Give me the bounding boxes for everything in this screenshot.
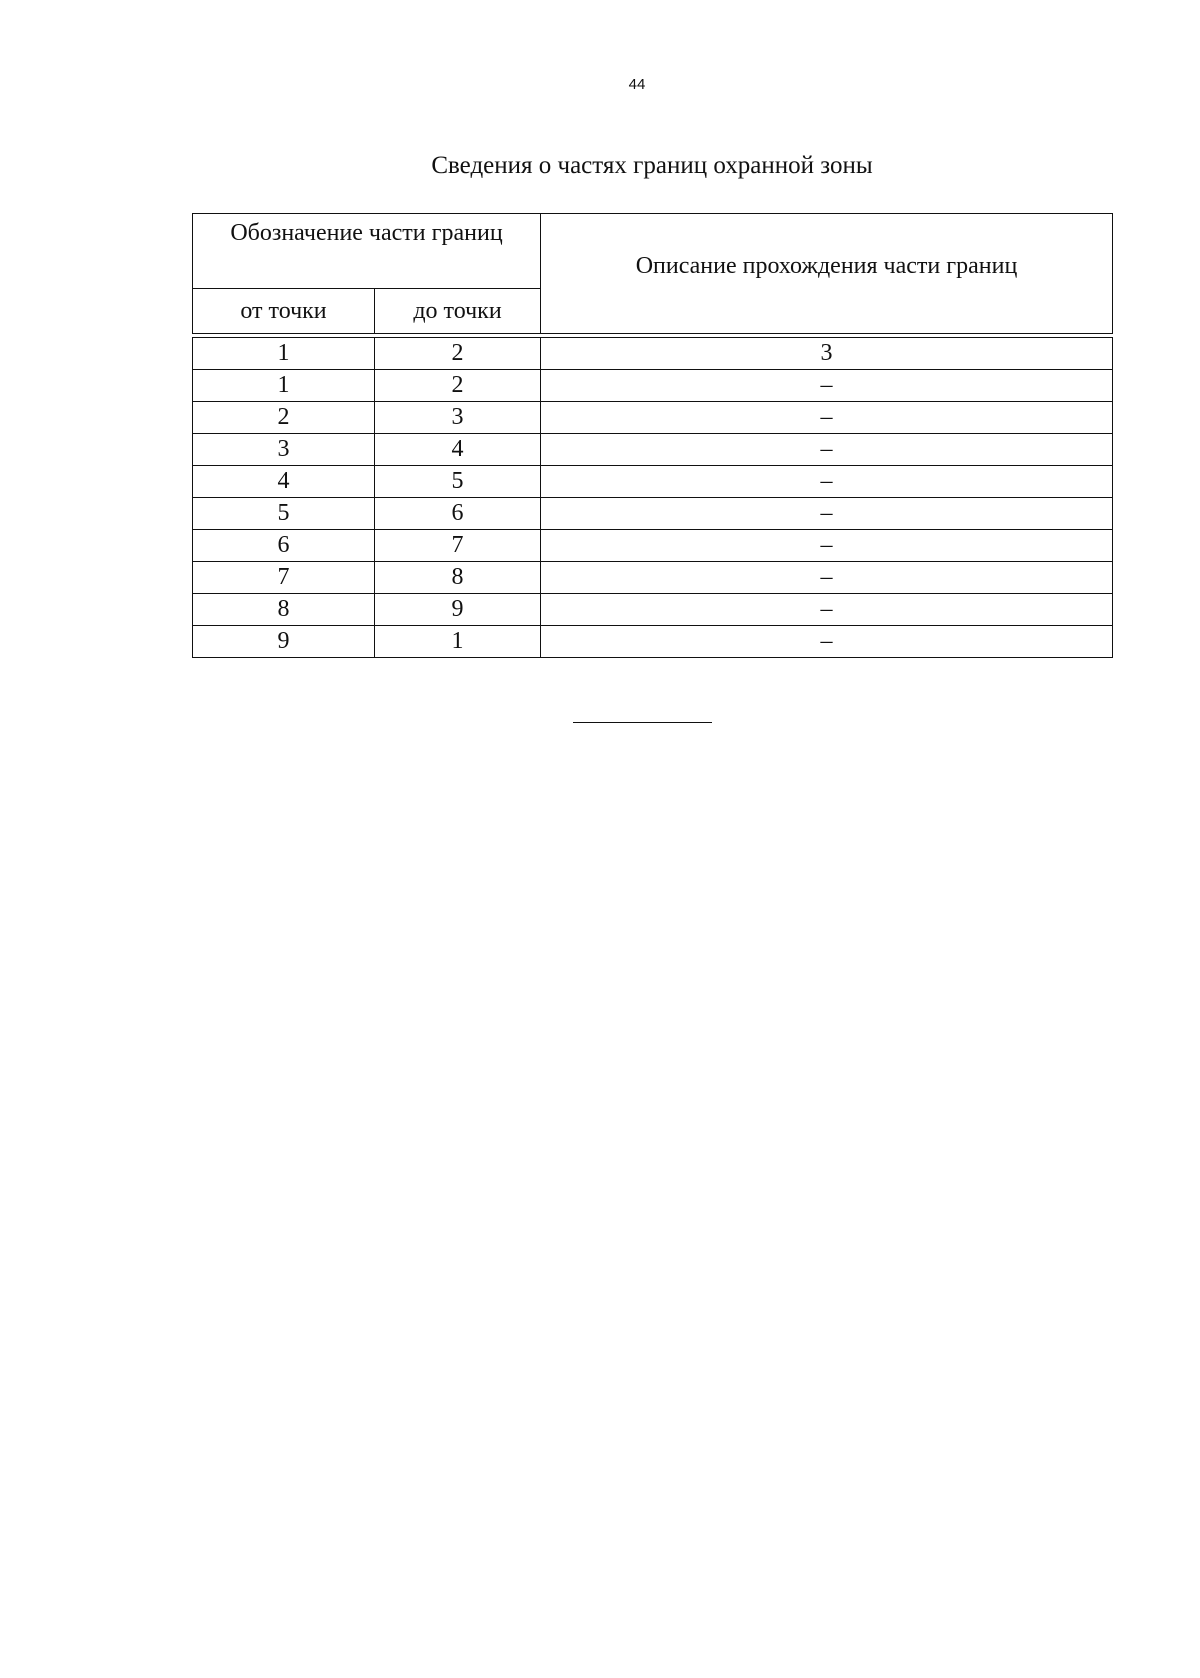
column-number: 2 (375, 338, 541, 370)
table-row (193, 594, 1113, 626)
cell-description: – (541, 530, 1113, 562)
table-row (193, 370, 1113, 402)
cell-to: 7 (375, 530, 541, 562)
page-title: Сведения о частях границ охранной зоны (431, 152, 873, 179)
end-divider (573, 722, 712, 723)
cell-to: 5 (375, 466, 541, 498)
header-description: Описание прохождения части границ (541, 214, 1113, 334)
cell-description: – (541, 370, 1113, 402)
cell-to: 9 (375, 594, 541, 626)
column-number-row (193, 338, 1113, 370)
cell-from: 3 (193, 434, 375, 466)
header-from-point: от точки (193, 289, 375, 334)
table-row (193, 402, 1113, 434)
cell-from: 7 (193, 562, 375, 594)
cell-from: 6 (193, 530, 375, 562)
header-boundary-designation: Обозначение части границ (193, 214, 541, 289)
cell-from: 9 (193, 626, 375, 658)
cell-from: 1 (193, 370, 375, 402)
cell-from: 8 (193, 594, 375, 626)
cell-description: – (541, 562, 1113, 594)
page-number: 44 (628, 76, 646, 93)
cell-description: – (541, 626, 1113, 658)
cell-from: 2 (193, 402, 375, 434)
cell-from: 5 (193, 498, 375, 530)
cell-description: – (541, 594, 1113, 626)
cell-description: – (541, 434, 1113, 466)
cell-description: – (541, 466, 1113, 498)
table-row (193, 562, 1113, 594)
table-row (193, 498, 1113, 530)
cell-to: 3 (375, 402, 541, 434)
cell-to: 6 (375, 498, 541, 530)
table-row (193, 466, 1113, 498)
boundary-parts-table (192, 213, 1113, 658)
column-number: 1 (193, 338, 375, 370)
cell-description: – (541, 498, 1113, 530)
cell-description: – (541, 402, 1113, 434)
table-row (193, 626, 1113, 658)
table-row (193, 530, 1113, 562)
cell-from: 4 (193, 466, 375, 498)
cell-to: 1 (375, 626, 541, 658)
cell-to: 2 (375, 370, 541, 402)
cell-to: 8 (375, 562, 541, 594)
cell-to: 4 (375, 434, 541, 466)
column-number: 3 (541, 338, 1113, 370)
table-row (193, 434, 1113, 466)
header-to-point: до точки (375, 289, 541, 334)
